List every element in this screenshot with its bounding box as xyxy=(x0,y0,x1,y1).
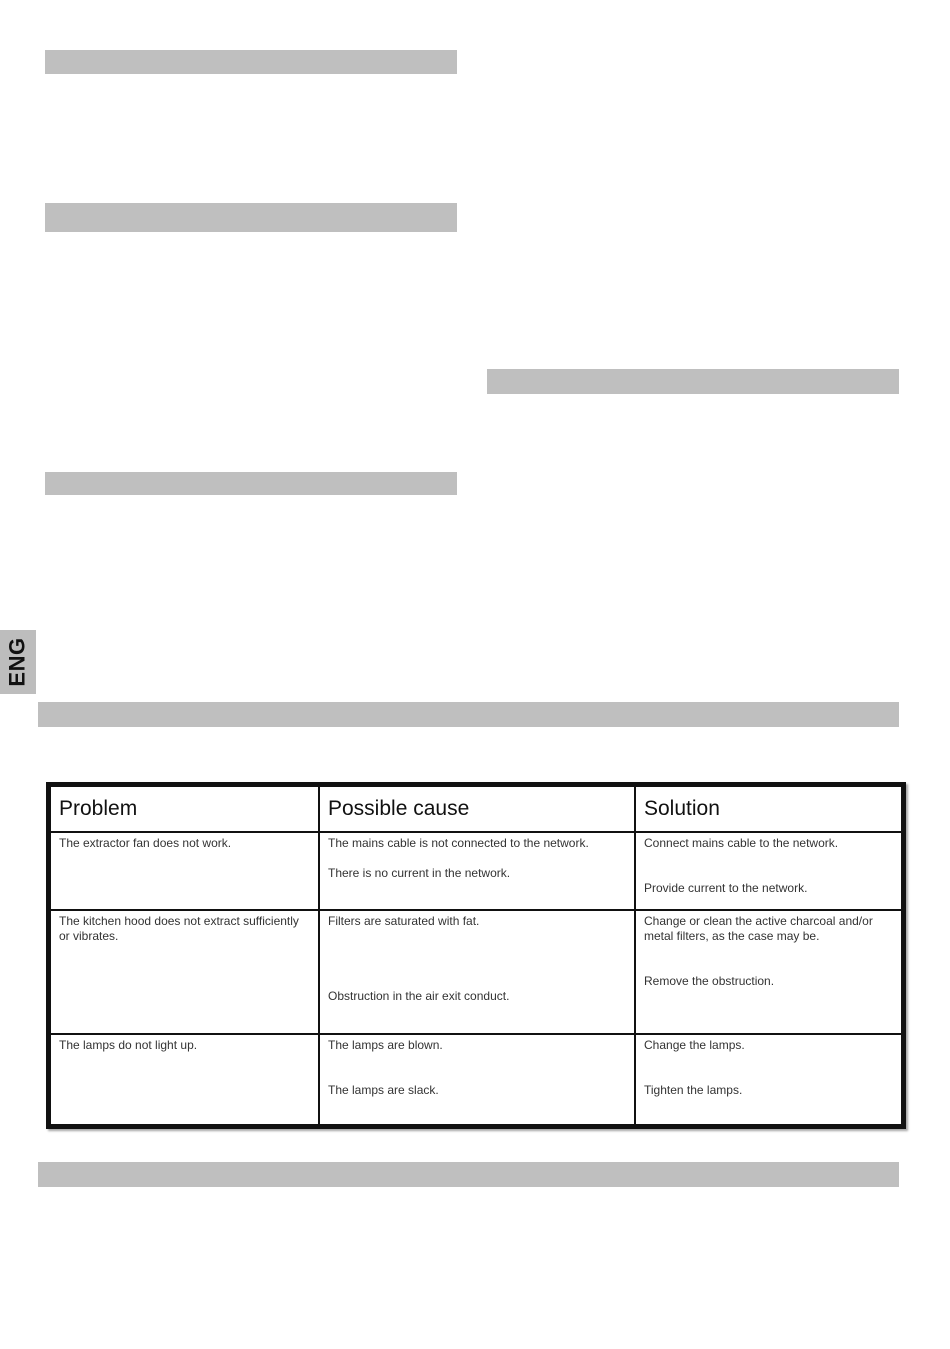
solution-text: Connect mains cable to the network. xyxy=(644,836,839,850)
section-header-bar-wide-1 xyxy=(38,702,899,727)
problem-text: The extractor fan does not work. xyxy=(59,836,232,850)
problem-cell xyxy=(50,832,319,910)
table-row xyxy=(50,832,902,910)
cause-cell xyxy=(319,1034,635,1125)
section-header-bar-4 xyxy=(45,472,457,495)
cause-cell xyxy=(319,910,635,1034)
header-possible-cause: Possible cause xyxy=(319,786,635,832)
troubleshooting-table xyxy=(46,782,906,1129)
cause-text: Filters are saturated with fat. xyxy=(328,914,480,928)
header-problem: Problem xyxy=(50,786,319,832)
problem-cell xyxy=(50,910,319,1034)
solution-cell xyxy=(635,832,902,910)
section-header-bar-2 xyxy=(45,203,457,232)
cause-text: There is no current in the network. xyxy=(328,866,511,880)
cause-cell xyxy=(319,832,635,910)
problem-text: The lamps do not light up. xyxy=(59,1038,198,1052)
section-header-bar-wide-2 xyxy=(38,1162,899,1187)
cause-text: The mains cable is not connected to the network. xyxy=(328,836,589,850)
cause-text: Obstruction in the air exit conduct. xyxy=(328,989,510,1003)
solution-cell xyxy=(635,910,902,1034)
header-solution: Solution xyxy=(635,786,902,832)
solution-cell xyxy=(635,1034,902,1125)
section-header-bar-1 xyxy=(45,50,457,74)
section-header-bar-3 xyxy=(487,369,899,394)
solution-text: Tighten the lamps. xyxy=(644,1083,743,1097)
solution-text: Change or clean the active charcoal and/or metal filters, as the case may be. xyxy=(644,914,873,943)
cause-text: The lamps are slack. xyxy=(328,1083,439,1097)
solution-text: Change the lamps. xyxy=(644,1038,745,1052)
language-tab xyxy=(0,630,36,694)
cause-text: The lamps are blown. xyxy=(328,1038,443,1052)
table-header-row xyxy=(50,786,902,832)
problem-cell xyxy=(50,1034,319,1125)
solution-text: Remove the obstruction. xyxy=(644,974,775,988)
table-row xyxy=(50,910,902,1034)
language-tab-label: ENG xyxy=(5,637,30,687)
solution-text: Provide current to the network. xyxy=(644,881,808,895)
problem-text: The kitchen hood does not extract sufficiently or vibrates. xyxy=(59,914,299,943)
table-row xyxy=(50,1034,902,1125)
